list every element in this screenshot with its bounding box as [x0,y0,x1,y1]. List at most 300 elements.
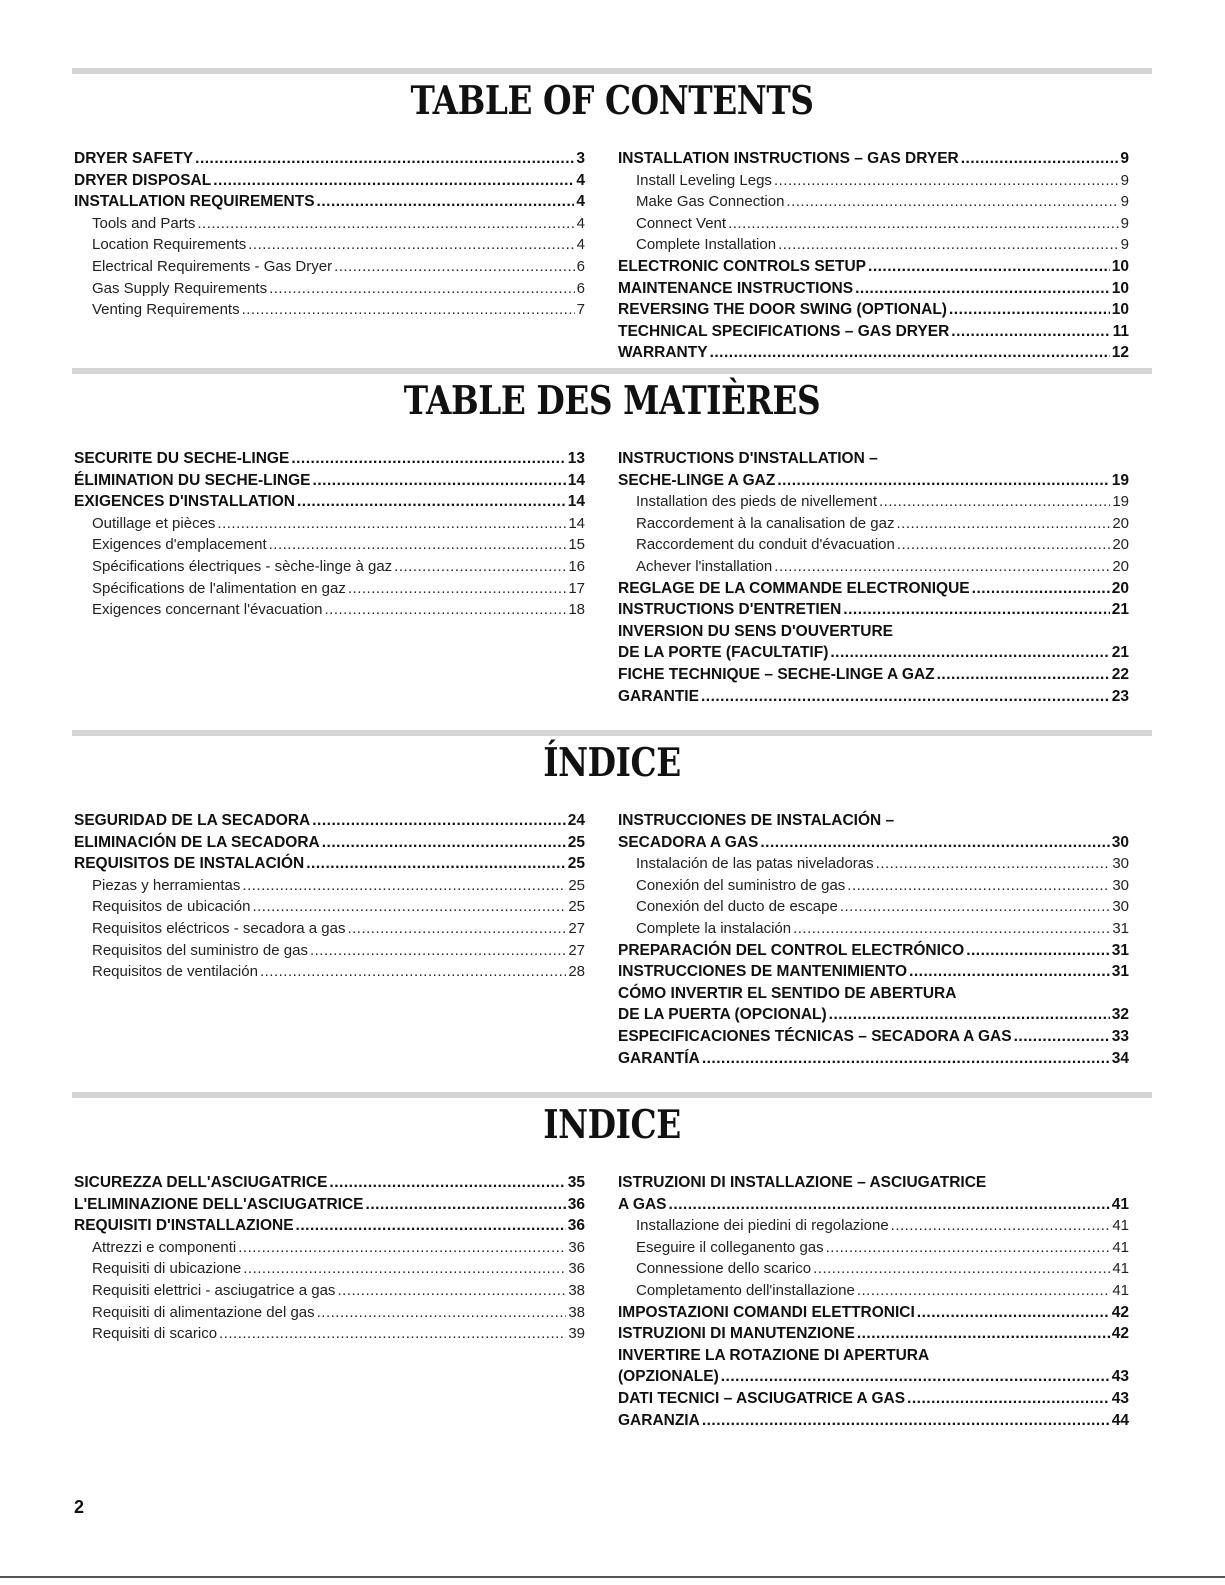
toc-right-column [618,448,1129,707]
entry-label: PREPARACIÓN DEL CONTROL ELECTRÓNICO [618,941,965,959]
toc-entry [74,1172,585,1194]
section-divider [72,368,1152,374]
toc-entry [74,448,585,470]
entry-page-number: 10 [1111,279,1129,297]
entry-label: Requisitos eléctricos - secadora a gas [92,919,346,937]
dot-leader [857,1280,1110,1302]
dot-leader [857,1323,1110,1345]
dot-leader [917,1302,1110,1324]
toc-subentry [74,213,585,235]
entry-label: Installazione dei piedini di regolazione [636,1217,889,1235]
dot-leader [909,961,1110,983]
toc-entry [74,491,585,513]
entry-label: Conexión del ducto de escape [636,898,838,916]
entry-page-number: 36 [568,1238,585,1256]
dot-leader [317,191,575,213]
entry-label: FICHE TECHNIQUE – SECHE-LINGE A GAZ [618,665,935,683]
entry-page-number: 4 [576,214,585,232]
toc-left-column [74,810,585,983]
toc-subentry [618,1237,1129,1259]
dot-leader [907,1388,1110,1410]
entry-page-number: 9 [1120,171,1129,189]
dot-leader [868,256,1110,278]
toc-entry [618,448,1129,470]
entry-page-number: 22 [1111,665,1129,683]
entry-label: Exigences d'emplacement [92,536,267,554]
entry-page-number: 44 [1111,1411,1129,1429]
dot-leader [252,896,566,918]
entry-label: A GAS [618,1195,667,1213]
entry-page-number: 42 [1111,1325,1129,1343]
dot-leader [786,191,1118,213]
dot-leader [777,470,1109,492]
entry-page-number: 20 [1112,514,1129,532]
entry-page-number: 30 [1112,855,1129,873]
dot-leader [843,599,1109,621]
dot-leader [774,170,1119,192]
dot-leader [826,1237,1111,1259]
entry-page-number: 25 [567,855,585,873]
toc-entry [618,1302,1129,1324]
toc-entry [74,810,585,832]
dot-leader [829,1004,1110,1026]
entry-page-number: 21 [1111,601,1129,619]
entry-page-number: 18 [568,601,585,619]
toc-entry [618,940,1129,962]
toc-section-french [72,368,1152,705]
entry-page-number: 9 [1120,150,1129,167]
entry-label: Tools and Parts [92,214,196,232]
entry-page-number: 19 [1111,471,1129,489]
entry-page-number: 9 [1120,236,1129,254]
dot-leader [195,148,574,170]
entry-label: Connessione dello scarico [636,1260,812,1278]
entry-page-number: 12 [1111,344,1129,362]
toc-right-column [618,810,1129,1069]
toc-subentry [74,534,585,556]
dot-leader [213,170,574,192]
entry-page-number: 13 [567,450,585,467]
entry-page-number: 15 [568,536,585,554]
entry-page-number: 41 [1111,1195,1129,1213]
entry-page-number: 36 [567,1195,585,1213]
entry-page-number: 25 [568,898,585,916]
entry-page-number: 3 [576,150,585,167]
dot-leader [774,556,1110,578]
dot-leader [347,918,566,940]
entry-page-number: 9 [1120,193,1129,211]
entry-page-number: 41 [1112,1217,1129,1235]
entry-page-number: 4 [576,193,585,211]
dot-leader [366,1194,566,1216]
entry-label: DE LA PORTE (FACULTATIF) [618,644,829,662]
entry-label: Make Gas Connection [636,193,785,211]
toc-subentry [74,1280,585,1302]
toc-entry [618,983,1129,1005]
toc-left-column [74,1172,585,1345]
toc-entry [618,1323,1129,1345]
dot-leader [879,491,1110,513]
dot-leader [710,342,1110,364]
toc-subentry [618,556,1129,578]
dot-leader [325,599,567,621]
dot-leader [197,213,574,235]
toc-subentry [74,599,585,621]
toc-subentry [74,1323,585,1345]
dot-leader [238,1237,566,1259]
dot-leader [248,234,574,256]
entry-page-number: 36 [567,1217,585,1235]
toc-entry [74,832,585,854]
toc-entry [618,664,1129,686]
entry-page-number: 30 [1112,876,1129,894]
entry-label: Piezas y herramientas [92,876,241,894]
toc-section-italian [72,1092,1152,1429]
entry-label: Electrical Requirements - Gas Dryer [92,257,333,275]
toc-entry [74,191,585,213]
dot-leader [242,299,575,321]
entry-label: ÉLIMINATION DU SECHE-LINGE [74,471,311,489]
entry-label: SECADORA A GAS [618,833,759,851]
entry-label: Requisitos de ubicación [92,898,251,916]
entry-label: Requisiti di scarico [92,1325,218,1343]
toc-subentry [618,853,1129,875]
dot-leader [855,278,1110,300]
entry-page-number: 31 [1111,941,1129,959]
entry-label: GARANTÍA [618,1049,700,1067]
toc-subentry [618,534,1129,556]
toc-entry [74,148,585,170]
toc-subentry [74,918,585,940]
toc-entry [618,621,1129,643]
dot-leader [702,1048,1110,1070]
toc-right-column [618,148,1129,364]
entry-page-number: 19 [1112,493,1129,511]
dot-leader [269,534,567,556]
entry-label: Complete Installation [636,236,777,254]
entry-page-number: 6 [576,257,585,275]
entry-label: DATI TECNICI – ASCIUGATRICE A GAS [618,1389,906,1407]
entry-label: Venting Requirements [92,301,240,319]
toc-subentry [618,875,1129,897]
entry-label: INSTALLATION REQUIREMENTS [74,193,315,211]
entry-label: Location Requirements [92,236,247,254]
toc-entry [74,1215,585,1237]
dot-leader [897,534,1110,556]
section-title: ÍNDICE [543,740,681,786]
dot-leader [813,1258,1110,1280]
entry-page-number: 42 [1111,1303,1129,1321]
toc-subentry [74,299,585,321]
entry-page-number: 34 [1111,1049,1129,1067]
dot-leader [297,491,566,513]
dot-leader [701,686,1110,708]
entry-label: Raccordement du conduit d'évacuation [636,536,895,554]
entry-page-number: 38 [568,1303,585,1321]
toc-entry [618,1004,1129,1026]
entry-page-number: 20 [1112,536,1129,554]
entry-page-number: 36 [568,1260,585,1278]
toc-entry [618,599,1129,621]
entry-label: Outillage et pièces [92,514,216,532]
dot-leader [291,448,565,470]
dot-leader [243,1258,566,1280]
entry-page-number: 33 [1111,1027,1129,1045]
entry-label: SICUREZZA DELL'ASCIUGATRICE [74,1174,328,1191]
entry-label: Requisitos de ventilación [92,963,258,981]
toc-entry [74,170,585,192]
entry-page-number: 43 [1111,1368,1129,1386]
dot-leader [260,961,566,983]
entry-label: Raccordement à la canalisation de gaz [636,514,895,532]
entry-page-number: 6 [576,279,585,297]
dot-leader [760,832,1109,854]
dot-leader [702,1410,1110,1432]
entry-label: Attrezzi e componenti [92,1238,237,1256]
entry-label: Requisiti elettrici - asciugatrice a gas [92,1281,336,1299]
toc-entry [618,810,1129,832]
dot-leader [306,853,566,875]
entry-page-number: 39 [568,1325,585,1343]
toc-subentry [74,578,585,600]
entry-page-number: 38 [568,1281,585,1299]
dot-leader [1014,1026,1110,1048]
toc-entry [618,961,1129,983]
entry-label: GARANZIA [618,1411,700,1429]
toc-entry [618,1026,1129,1048]
toc-subentry [74,896,585,918]
dot-leader [219,1323,566,1345]
toc-subentry [74,940,585,962]
dot-leader [334,256,575,278]
toc-entry [618,299,1129,321]
entry-label: DE LA PUERTA (OPCIONAL) [618,1006,827,1024]
section-divider [72,730,1152,736]
dot-leader [721,1366,1110,1388]
entry-page-number: 31 [1111,963,1129,981]
toc-subentry [618,1215,1129,1237]
entry-label: INVERTIRE LA ROTAZIONE DI APERTURA [618,1346,930,1364]
entry-page-number: 16 [568,557,585,575]
entry-label: INSTRUCTIONS D'ENTRETIEN [618,601,842,619]
entry-page-number: 17 [568,579,585,597]
toc-subentry [74,234,585,256]
entry-label: Requisiti di alimentazione del gas [92,1303,315,1321]
entry-page-number: 20 [1112,557,1129,575]
toc-subentry [74,961,585,983]
toc-entry [618,1194,1129,1216]
page-number: 2 [74,1497,85,1517]
entry-label: DRYER DISPOSAL [74,171,212,189]
toc-entry [74,470,585,492]
entry-label: GARANTIE [618,687,699,705]
dot-leader [669,1194,1110,1216]
entry-page-number: 10 [1111,257,1129,275]
entry-page-number: 9 [1120,214,1129,232]
dot-leader [876,853,1111,875]
entry-label: EXIGENCES D'INSTALLATION [74,493,295,511]
section-title: TABLE OF CONTENTS [410,78,814,124]
entry-page-number: 30 [1111,833,1129,851]
entry-label: REGLAGE DE LA COMMANDE ELECTRONIQUE [618,579,970,597]
entry-label: ELIMINACIÓN DE LA SECADORA [74,833,320,851]
entry-label: INSTRUCCIONES DE INSTALACIÓN – [618,812,895,829]
entry-label: REVERSING THE DOOR SWING (OPTIONAL) [618,301,947,319]
entry-label: REQUISITOS DE INSTALACIÓN [74,855,305,873]
toc-subentry [74,278,585,300]
toc-subentry [74,556,585,578]
toc-entry [618,1172,1129,1194]
entry-page-number: 31 [1112,919,1129,937]
toc-right-column [618,1172,1129,1431]
dot-leader [949,299,1110,321]
entry-label: Installation des pieds de nivellement [636,493,877,511]
entry-page-number: 28 [568,963,585,981]
toc-subentry [618,170,1129,192]
entry-page-number: 4 [576,236,585,254]
entry-label: Connect Vent [636,214,727,232]
dot-leader [778,234,1119,256]
section-title: TABLE DES MATIÈRES [403,378,821,424]
toc-left-column [74,448,585,621]
toc-section-spanish [72,730,1152,1067]
dot-leader [847,875,1110,897]
toc-subentry [618,1280,1129,1302]
toc-entry [618,342,1129,364]
dot-leader [337,1280,566,1302]
dot-leader [296,1215,566,1237]
entry-label: REQUISITI D'INSTALLAZIONE [74,1217,294,1235]
entry-label: Requisiti di ubicazione [92,1260,242,1278]
toc-entry [618,686,1129,708]
toc-entry [618,321,1129,343]
toc-entry [618,278,1129,300]
entry-label: MAINTENANCE INSTRUCTIONS [618,279,854,297]
entry-label: IMPOSTAZIONI COMANDI ELETTRONICI [618,1303,915,1321]
entry-label: ESPECIFICACIONES TÉCNICAS – SECADORA A GAS [618,1027,1012,1045]
entry-page-number: 4 [576,171,585,189]
entry-label: ELECTRONIC CONTROLS SETUP [618,257,867,275]
entry-page-number: 41 [1112,1260,1129,1278]
entry-label: DRYER SAFETY [74,150,194,167]
entry-label: ISTRUZIONI DI MANUTENZIONE [618,1325,855,1343]
dot-leader [322,832,566,854]
toc-subentry [618,213,1129,235]
dot-leader [317,1302,567,1324]
dot-leader [310,940,566,962]
entry-page-number: 14 [568,514,585,532]
toc-subentry [618,1258,1129,1280]
entry-label: Instalación de las patas niveladoras [636,855,874,873]
entry-label: WARRANTY [618,344,708,362]
toc-entry [74,1194,585,1216]
entry-page-number: 25 [567,833,585,851]
toc-entry [618,148,1129,170]
entry-label: Exigences concernant l'évacuation [92,601,323,619]
toc-subentry [618,191,1129,213]
dot-leader [891,1215,1111,1237]
dot-leader [728,213,1119,235]
dot-leader [966,940,1110,962]
toc-entry [618,1410,1129,1432]
toc-entry [618,642,1129,664]
toc-subentry [74,1258,585,1280]
entry-label: Spécifications électriques - sèche-linge à gaz [92,557,393,575]
dot-leader [217,513,566,535]
section-divider [72,68,1152,74]
entry-page-number: 43 [1111,1389,1129,1407]
entry-label: ISTRUZIONI DI INSTALLAZIONE – ASCIUGATRICE [618,1174,987,1191]
entry-label: SECURITE DU SECHE-LINGE [74,450,290,467]
toc-entry [618,578,1129,600]
page-bottom-border [0,1576,1225,1578]
dot-leader [329,1172,565,1194]
dot-leader [961,148,1119,170]
dot-leader [313,470,566,492]
dot-leader [897,513,1111,535]
entry-page-number: 32 [1111,1006,1129,1024]
toc-entry [618,470,1129,492]
entry-label: L'ELIMINAZIONE DELL'ASCIUGATRICE [74,1195,364,1213]
toc-subentry [618,234,1129,256]
entry-label: INSTRUCCIONES DE MANTENIMIENTO [618,963,908,981]
toc-subentry [74,1302,585,1324]
dot-leader [394,556,566,578]
toc-entry [74,853,585,875]
entry-page-number: 11 [1112,322,1129,340]
entry-page-number: 23 [1111,687,1129,705]
entry-label: TECHNICAL SPECIFICATIONS – GAS DRYER [618,322,950,340]
entry-page-number: 21 [1111,644,1129,662]
entry-label: Gas Supply Requirements [92,279,268,297]
entry-label: Achever l'installation [636,557,773,575]
dot-leader [348,578,566,600]
entry-label: INSTALLATION INSTRUCTIONS – GAS DRYER [618,150,959,167]
entry-page-number: 27 [568,919,585,937]
entry-label: CÓMO INVERTIR EL SENTIDO DE ABERTURA [618,984,957,1002]
toc-subentry [74,513,585,535]
entry-page-number: 30 [1112,898,1129,916]
toc-subentry [74,256,585,278]
entry-page-number: 7 [576,301,585,319]
entry-label: Spécifications de l'alimentation en gaz [92,579,346,597]
entry-label: SEGURIDAD DE LA SECADORA [74,812,311,829]
entry-label: INSTRUCTIONS D'INSTALLATION – [618,450,878,467]
entry-page-number: 20 [1111,579,1129,597]
toc-entry [618,1048,1129,1070]
dot-leader [951,321,1110,343]
entry-label: Eseguire il colleganento gas [636,1238,824,1256]
entry-page-number: 10 [1111,301,1129,319]
toc-left-column [74,148,585,321]
entry-page-number: 14 [567,493,585,511]
entry-label: Install Leveling Legs [636,171,772,189]
toc-entry [618,832,1129,854]
entry-page-number: 14 [567,471,585,489]
dot-leader [972,578,1110,600]
dot-leader [242,875,566,897]
entry-page-number: 35 [567,1174,585,1191]
entry-page-number: 27 [568,941,585,959]
toc-entry [618,1388,1129,1410]
entry-label: Requisitos del suministro de gas [92,941,308,959]
entry-label: (OPZIONALE) [618,1368,719,1386]
entry-label: Conexión del suministro de gas [636,876,846,894]
toc-entry [618,1345,1129,1367]
toc-entry [618,1366,1129,1388]
dot-leader [312,810,566,832]
entry-label: INVERSION DU SENS D'OUVERTURE [618,622,893,640]
